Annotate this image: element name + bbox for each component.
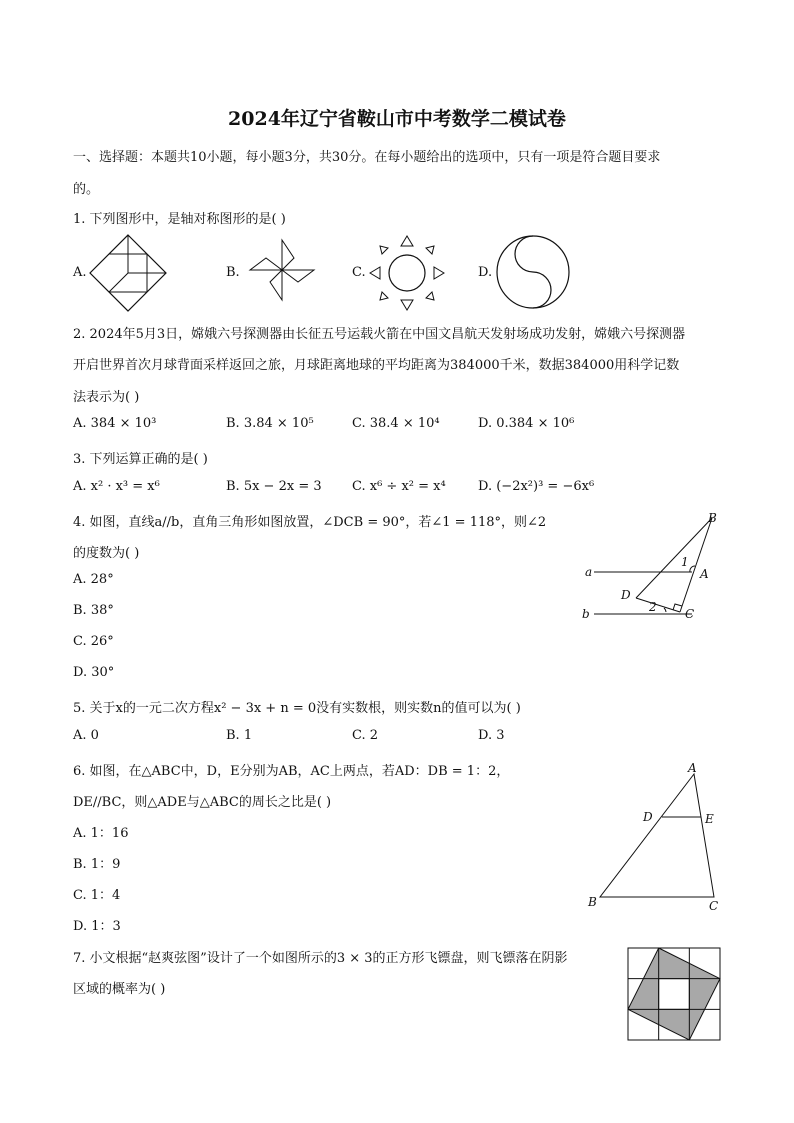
q4-label-angle1: 1	[681, 555, 689, 569]
q5-stem: 5. 关于x的一元二次方程x² − 3x + n = 0没有实数根，则实数n的值可以为( )	[73, 701, 521, 716]
q6-figure	[584, 760, 724, 916]
q4-option-b: B. 38°	[73, 603, 114, 618]
q1-option-a: A.	[73, 265, 87, 280]
q7-dartboard-figure	[628, 948, 720, 1040]
q4-label-d-point: D	[621, 588, 631, 602]
q6-option-b: B. 1：9	[73, 857, 121, 872]
q5-option-c: C. 2	[352, 728, 379, 743]
q3-stem: 3. 下列运算正确的是( )	[73, 452, 208, 467]
q6-label-d: D	[643, 810, 653, 824]
q1-stem: 1. 下列图形中，是轴对称图形的是( )	[73, 212, 286, 227]
q4-label-c-point: C	[685, 607, 695, 621]
q1-figure-d	[495, 234, 571, 310]
q4-option-d: D. 30°	[73, 665, 115, 680]
q6-option-a: A. 1：16	[73, 826, 129, 841]
q2-stem-line1: 2. 2024年5月3日，嫦娥六号探测器由长征五号运载火箭在中国文昌航天发射场成功发射，嫦娥六号探测器	[73, 327, 686, 342]
q6-option-c: C. 1：4	[73, 888, 121, 903]
q4-figure	[582, 508, 732, 626]
section-heading: 一、选择题：本题共10小题，每小题3分，共30分。在每小题给出的选项中，只有一项是符合题目要求	[73, 150, 661, 165]
q7-stem-line1: 7. 小文根据“赵爽弦图”设计了一个如图所示的3 × 3的正方形飞镖盘，则飞镖落在阴影	[73, 951, 568, 966]
q6-label-c: C	[709, 899, 719, 913]
q3-option-d: D. (−2x²)³ = −6x⁶	[478, 479, 595, 494]
q1-option-b: B.	[226, 265, 240, 280]
q5-option-b: B. 1	[226, 728, 253, 743]
q1-figure-a	[88, 233, 168, 313]
q4-label-a-point: A	[700, 567, 709, 581]
page-title: 2024年辽宁省鞍山市中考数学二模试卷	[228, 108, 566, 130]
q2-option-c: C. 38.4 × 10⁴	[352, 416, 440, 431]
q4-stem-line1: 4. 如图，直线a//b，直角三角形如图放置，∠DCB = 90°，若∠1 = 118°，则∠2	[73, 515, 547, 530]
q4-stem-line2: 的度数为( )	[73, 546, 140, 561]
q6-label-b: B	[588, 895, 597, 909]
q7-stem-line2: 区域的概率为( )	[73, 982, 166, 997]
q2-option-d: D. 0.384 × 10⁶	[478, 416, 575, 431]
q4-label-b-point: B	[708, 511, 717, 525]
q6-stem-line1: 6. 如图，在△ABC中，D，E分别为AB，AC上两点，若AD：DB = 1：2，	[73, 764, 510, 779]
q3-option-c: C. x⁶ ÷ x² = x⁴	[352, 479, 446, 494]
q5-option-d: D. 3	[478, 728, 505, 743]
q4-label-line-b: b	[582, 607, 590, 621]
q2-stem-line3: 法表示为( )	[73, 390, 140, 405]
q5-option-a: A. 0	[73, 728, 99, 743]
q4-label-angle2: 2	[649, 600, 657, 614]
q4-option-a: A. 28°	[73, 572, 114, 587]
q6-option-d: D. 1：3	[73, 919, 121, 934]
q1-figure-b	[242, 238, 322, 302]
q2-stem-line2: 开启世界首次月球背面采样返回之旅，月球距离地球的平均距离为384000千米，数据384000用科学记数	[73, 358, 680, 373]
q6-stem-line2: DE//BC，则△ADE与△ABC的周长之比是( )	[73, 795, 332, 810]
q6-label-e: E	[705, 812, 714, 826]
q2-option-a: A. 384 × 10³	[73, 416, 157, 431]
q2-option-b: B. 3.84 × 10⁵	[226, 416, 314, 431]
q4-option-c: C. 26°	[73, 634, 114, 649]
q6-label-a: A	[688, 761, 697, 775]
q1-option-d: D.	[478, 265, 493, 280]
section-heading-cont: 的。	[73, 182, 100, 197]
q3-option-b: B. 5x − 2x = 3	[226, 479, 322, 494]
q4-label-line-a: a	[585, 565, 593, 579]
q1-option-c: C.	[352, 265, 366, 280]
q3-option-a: A. x² · x³ = x⁶	[73, 479, 160, 494]
q1-figure-c	[368, 234, 446, 312]
